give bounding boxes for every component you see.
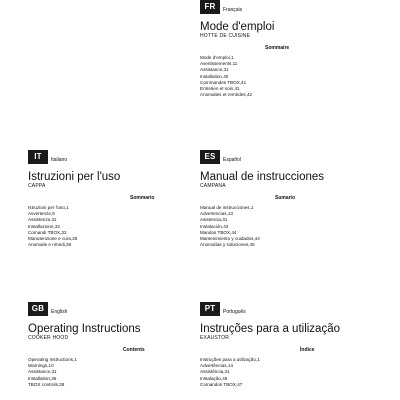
toc-item: Avvertenze,9 — [28, 211, 55, 217]
toc-item: Warnings,10 — [28, 363, 54, 369]
toc-item: Advertencias,13 — [200, 211, 233, 217]
section-es — [200, 150, 390, 270]
toc-item: Avertissements,11 — [200, 61, 238, 67]
toc-item: Assistenza,31 — [28, 217, 57, 223]
toc-item: Anomalías y soluciones,45 — [200, 242, 255, 248]
toc-item: Manual de instrucciones,1 — [200, 205, 254, 210]
toc-item: Mode d'emploi,1 — [200, 55, 234, 60]
language-badge-fr: FR — [200, 0, 220, 14]
language-name-fr: Français — [223, 7, 243, 13]
toc-item: Assistance,31 — [28, 369, 57, 375]
section-pt — [200, 302, 390, 400]
toc-item: Assistance,31 — [200, 67, 229, 73]
language-badge-it: IT — [28, 150, 48, 164]
toc-item: Comandi TBOX,33 — [28, 229, 67, 235]
toc-item: Mandos TBOX,44 — [200, 229, 237, 235]
toc-item: Anomalie e rimedi,36 — [28, 242, 72, 248]
language-badge-es: ES — [200, 150, 220, 164]
toc-item: Mantenimiento y cuidados,44 — [200, 236, 260, 242]
section-fr — [200, 0, 390, 120]
language-name-it: Italiano — [51, 157, 68, 163]
contents-label-it: Sommario — [130, 195, 155, 201]
toc-item: Instalação,46 — [200, 375, 228, 381]
toc-item: Installation,40 — [200, 73, 229, 79]
manual-title-gb: Operating Instructions — [28, 323, 141, 335]
toc-item: Installazione,32 — [28, 223, 60, 229]
contents-label-es: Sumario — [275, 195, 296, 201]
toc-item: Entretien et soin,41 — [200, 86, 240, 92]
section-it — [28, 150, 218, 270]
contents-label-gb: Contents — [123, 347, 145, 353]
toc-item: Instruções para a utilização,1 — [200, 357, 260, 362]
language-badge-pt: PT — [200, 302, 220, 316]
contents-label-pt: Índice — [300, 347, 315, 353]
toc-list-it — [28, 205, 77, 248]
manual-title-fr: Mode d'emploi — [200, 21, 275, 33]
contents-label-fr: Sommaire — [265, 45, 290, 51]
language-badge-gb: GB — [28, 302, 48, 316]
toc-item: Comandos TBOX,47 — [200, 381, 243, 387]
product-subtitle-it: CAPPA — [28, 183, 46, 189]
toc-item: Commandes TBOX,41 — [200, 79, 247, 85]
product-subtitle-es: CAMPANA — [200, 183, 226, 189]
toc-item: TBOX controls,38 — [28, 381, 65, 387]
toc-item: Anomalies et remèdes,42 — [200, 92, 253, 98]
toc-item: Istruzioni per l'uso,1 — [28, 205, 69, 210]
language-name-pt: Português — [223, 309, 246, 315]
product-subtitle-gb: COOKER HOOD — [28, 335, 69, 341]
manual-title-pt: Instruções para a utilização — [200, 323, 340, 335]
language-name-gb: English — [51, 309, 68, 315]
toc-item: Installation,36 — [28, 375, 57, 381]
toc-item: Manutenzione e cura,35 — [28, 236, 78, 242]
toc-item: Advertências,14 — [200, 363, 233, 369]
toc-item: Assistência,31 — [200, 369, 230, 375]
manual-title-es: Manual de instrucciones — [200, 171, 325, 183]
toc-list-es — [200, 205, 260, 248]
manual-title-it: Istruzioni per l'uso — [28, 171, 121, 183]
language-name-es: Español — [223, 157, 242, 163]
product-subtitle-fr: HOTTE DE CUISINE — [200, 33, 251, 39]
toc-item: Operating Instructions,1 — [28, 357, 77, 362]
toc-item: Instalación,43 — [200, 223, 229, 229]
product-subtitle-pt: EXAUSTOR — [200, 335, 230, 341]
toc-list-fr — [200, 55, 252, 98]
toc-list-pt — [200, 357, 260, 388]
toc-list-gb — [28, 357, 77, 388]
toc-item: Asistencia,31 — [200, 217, 228, 223]
section-gb — [28, 302, 218, 400]
